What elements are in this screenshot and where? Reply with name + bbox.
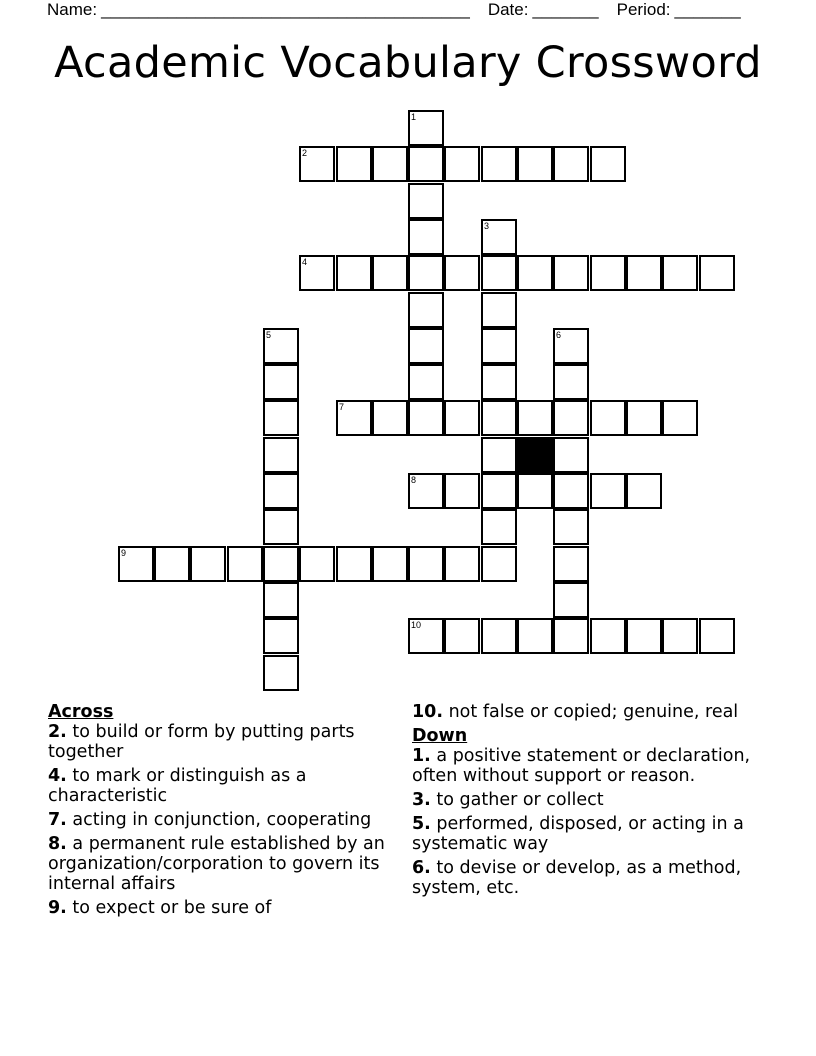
grid-cell[interactable] [699, 618, 735, 654]
grid-cell[interactable] [408, 546, 444, 582]
grid-cell[interactable] [481, 437, 517, 473]
grid-cell[interactable] [444, 400, 480, 436]
grid-cell[interactable] [408, 110, 444, 146]
clue-number: 7 [339, 402, 345, 412]
clue-across-2: 2. to build or form by putting parts together [48, 722, 355, 762]
grid-cell[interactable] [408, 473, 444, 509]
grid-cell[interactable] [553, 255, 589, 291]
black-cell [517, 437, 553, 473]
grid-cell[interactable] [481, 473, 517, 509]
grid-cell[interactable] [553, 437, 589, 473]
clue-down-6: 6. to devise or develop, as a method, system, etc. [412, 858, 742, 898]
grid-cell[interactable] [227, 546, 263, 582]
period-label: Period: [616, 0, 671, 19]
grid-cell[interactable] [408, 219, 444, 255]
clue-down-3: 3. to gather or collect [412, 790, 604, 810]
clue-across-9: 9. to expect or be sure of [48, 898, 272, 918]
clue-number: 4 [302, 257, 308, 267]
grid-cell[interactable] [408, 183, 444, 219]
grid-cell[interactable] [263, 509, 299, 545]
grid-cell[interactable] [263, 437, 299, 473]
grid-cell[interactable] [372, 255, 408, 291]
grid-cell[interactable] [408, 400, 444, 436]
grid-cell[interactable] [444, 255, 480, 291]
clue-number: 9 [121, 548, 127, 558]
grid-cell[interactable] [408, 618, 444, 654]
grid-cell[interactable] [553, 582, 589, 618]
grid-cell[interactable] [299, 255, 335, 291]
clue-across-4: 4. to mark or distinguish as a characteristic [48, 766, 307, 806]
grid-cell[interactable] [553, 146, 589, 182]
grid-cell[interactable] [553, 328, 589, 364]
grid-cell[interactable] [408, 328, 444, 364]
clue-number: 6 [556, 330, 562, 340]
grid-cell[interactable] [626, 618, 662, 654]
date-blank[interactable]: _______ [532, 0, 599, 19]
grid-cell[interactable] [590, 400, 626, 436]
grid-cell[interactable] [481, 509, 517, 545]
grid-cell[interactable] [481, 364, 517, 400]
clue-number: 8 [411, 475, 417, 485]
grid-cell[interactable] [481, 292, 517, 328]
grid-cell[interactable] [336, 255, 372, 291]
grid-cell[interactable] [190, 546, 226, 582]
period-blank[interactable]: _______ [674, 0, 741, 19]
grid-cell[interactable] [481, 219, 517, 255]
grid-cell[interactable] [626, 400, 662, 436]
grid-cell[interactable] [263, 328, 299, 364]
clue-down-1: 1. a positive statement or declaration, often without support or reason. [412, 746, 751, 786]
clue-across-7: 7. acting in conjunction, cooperating [48, 810, 372, 830]
grid-cell[interactable] [408, 292, 444, 328]
grid-cell[interactable] [118, 546, 154, 582]
grid-cell[interactable] [481, 328, 517, 364]
clue-number: 1 [411, 112, 417, 122]
grid-cell[interactable] [263, 364, 299, 400]
grid-cell[interactable] [263, 473, 299, 509]
grid-cell[interactable] [263, 546, 299, 582]
grid-cell[interactable] [590, 473, 626, 509]
grid-cell[interactable] [662, 255, 698, 291]
grid-cell[interactable] [517, 400, 553, 436]
grid-cell[interactable] [372, 546, 408, 582]
grid-cell[interactable] [299, 546, 335, 582]
grid-cell[interactable] [553, 618, 589, 654]
grid-cell[interactable] [408, 364, 444, 400]
clue-across-10: 10. not false or copied; genuine, real [412, 702, 739, 722]
grid-cell[interactable] [626, 255, 662, 291]
grid-cell[interactable] [481, 146, 517, 182]
grid-cell[interactable] [299, 146, 335, 182]
grid-cell[interactable] [517, 473, 553, 509]
grid-cell[interactable] [626, 473, 662, 509]
grid-cell[interactable] [553, 400, 589, 436]
grid-cell[interactable] [590, 255, 626, 291]
grid-cell[interactable] [481, 546, 517, 582]
grid-cell[interactable] [336, 146, 372, 182]
grid-cell[interactable] [517, 618, 553, 654]
grid-cell[interactable] [444, 618, 480, 654]
grid-cell[interactable] [662, 618, 698, 654]
grid-cell[interactable] [372, 400, 408, 436]
grid-cell[interactable] [481, 255, 517, 291]
down-heading: Down [412, 726, 468, 746]
page-title: Academic Vocabulary Crossword [54, 38, 762, 88]
grid-cell[interactable] [517, 146, 553, 182]
grid-cell[interactable] [263, 655, 299, 691]
name-label: Name: [47, 0, 98, 19]
date-label: Date: [487, 0, 529, 19]
grid-cell[interactable] [444, 146, 480, 182]
clues-column-left [48, 702, 408, 922]
grid-cell[interactable] [444, 546, 480, 582]
grid-cell[interactable] [590, 618, 626, 654]
grid-cell[interactable] [517, 255, 553, 291]
grid-cell[interactable] [336, 546, 372, 582]
clue-down-5: 5. performed, disposed, or acting in a systematic way [412, 814, 744, 854]
grid-cell[interactable] [590, 146, 626, 182]
clue-number: 3 [484, 221, 490, 231]
name-blank[interactable]: _______________________________________ [101, 0, 470, 19]
grid-cell[interactable] [408, 146, 444, 182]
grid-cell[interactable] [154, 546, 190, 582]
clue-number: 2 [302, 148, 308, 158]
grid-cell[interactable] [481, 400, 517, 436]
grid-cell[interactable] [553, 473, 589, 509]
grid-cell[interactable] [553, 364, 589, 400]
grid-cell[interactable] [553, 546, 589, 582]
clues-column-right [412, 702, 772, 902]
clue-number: 10 [411, 620, 422, 630]
grid-cell[interactable] [336, 400, 372, 436]
grid-cell[interactable] [553, 509, 589, 545]
grid-cell[interactable] [372, 146, 408, 182]
grid-cell[interactable] [444, 473, 480, 509]
grid-cell[interactable] [481, 618, 517, 654]
across-heading: Across [48, 702, 114, 722]
clue-number: 5 [266, 330, 272, 340]
grid-cell[interactable] [699, 255, 735, 291]
clue-across-8: 8. a permanent rule established by an organization/corporation to govern its internal affairs [48, 834, 385, 894]
grid-cell[interactable] [263, 400, 299, 436]
grid-cell[interactable] [263, 582, 299, 618]
grid-cell[interactable] [662, 400, 698, 436]
grid-cell[interactable] [408, 255, 444, 291]
grid-cell[interactable] [263, 618, 299, 654]
